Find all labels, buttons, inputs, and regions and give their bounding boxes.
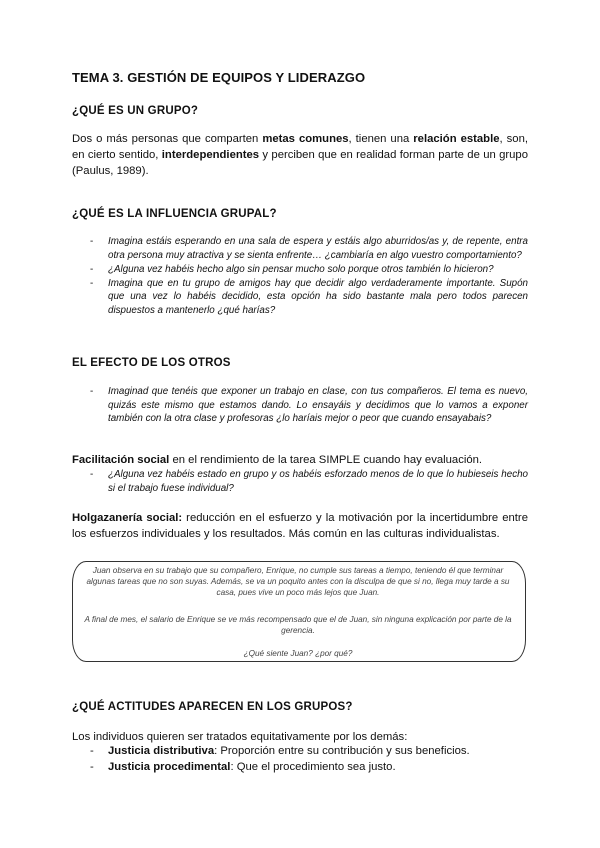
list-item-text: : Que el procedimiento sea justo. — [230, 760, 396, 773]
list-item — [90, 468, 528, 495]
heading-actitudes-grupos: ¿QUÉ ACTITUDES APARECEN EN LOS GRUPOS? — [72, 701, 353, 713]
text-run: en el rendimiento de la tarea SIMPLE cuando hay evaluación. — [169, 454, 483, 466]
text-run: , tienen una — [348, 133, 414, 145]
dash-marker: - — [90, 760, 94, 773]
facilitation-question-list — [90, 468, 528, 496]
term-metas-comunes: metas comunes — [262, 133, 349, 145]
dash-marker: - — [90, 469, 94, 480]
social-loafing-paragraph — [72, 510, 528, 542]
text-run: reducción en el esfuerzo y la motivación por la incertidumbre entre los esfuerzos individuales y los resultados. Más común en las culturas individualistas. — [72, 512, 528, 540]
group-definition-paragraph — [72, 131, 528, 179]
heading-influencia-grupal: ¿QUÉ ES LA INFLUENCIA GRUPAL? — [72, 208, 277, 220]
term-justicia-procedimental: Justicia procedimental — [108, 760, 231, 773]
text-run: Dos o más personas que comparten — [72, 133, 263, 145]
term-justicia-distributiva: Justicia distributiva — [108, 745, 215, 757]
social-facilitation-paragraph — [72, 452, 528, 468]
list-item-text: ¿Alguna vez habéis estado en grupo y os habéis esforzado menos de lo que lo hubieseis hecho si el trabajo fuese individual? — [108, 469, 528, 494]
dash-marker: - — [90, 386, 94, 397]
heading-que-es-un-grupo: ¿QUÉ ES UN GRUPO? — [72, 105, 199, 117]
list-item — [90, 385, 528, 426]
justice-list — [90, 744, 528, 775]
term-interdependientes: interdependientes — [161, 149, 260, 161]
equity-intro: Los individuos quieren ser tratados equitativamente por los demás: — [72, 731, 408, 743]
list-item — [90, 235, 528, 262]
case-question: ¿Qué siente Juan? ¿por qué? — [243, 649, 353, 658]
term-holgazaneria-social: Holgazanería social: — [72, 512, 183, 524]
list-item — [90, 263, 528, 277]
term-facilitacion-social: Facilitación social — [72, 454, 170, 466]
list-item-text: : Proporción entre su contribución y sus beneficios. — [214, 745, 470, 757]
list-item — [90, 744, 528, 759]
list-item-text: Imagina estáis esperando en una sala de espera y estáis algo aburridos/as y, de repente, entra otra persona muy atractiva y se sienta enfrente… ¿cambiaría en algo vuestro comportamiento? — [108, 236, 528, 261]
dash-marker: - — [90, 236, 94, 247]
effect-question-list — [90, 385, 528, 426]
influence-question-list — [90, 235, 528, 318]
dash-marker: - — [90, 277, 94, 289]
case-paragraph-1: Juan observa en su trabajo que su compañero, Enrique, no cumple sus tareas a tiempo, teniendo él que terminar algunas tareas que no son suyas. Además, se va un poquito antes con la disculpa de que si no, llega muy tarde a su casa, pues vive un poco más lejos que Juan. — [86, 566, 510, 597]
list-item — [90, 760, 528, 775]
list-item — [90, 277, 528, 318]
heading-efecto-de-los-otros: EL EFECTO DE LOS OTROS — [72, 357, 231, 369]
dash-marker: - — [90, 745, 94, 757]
list-item-text: ¿Alguna vez habéis hecho algo sin pensar mucho solo porque otros también lo hicieron? — [108, 263, 494, 275]
dash-marker: - — [90, 263, 94, 275]
term-relacion-estable: relación estable — [413, 133, 500, 145]
document-title: TEMA 3. GESTIÓN DE EQUIPOS Y LIDERAZGO — [72, 70, 366, 85]
list-item-text: Imaginad que tenéis que exponer un trabajo en clase, con tus compañeros. El tema es nuevo, quizás este mismo que estamos dando. Lo ensayáis y decidimos que lo vamos a exponer también con la otra clase y profesoras ¿lo haríais mejor o peor que cuando ensayabais? — [108, 386, 528, 424]
text-run: , son, en cierto sentido, — [72, 133, 528, 161]
text-run: y perciben que en realidad forman parte de un grupo (Paulus, 1989). — [72, 149, 528, 177]
list-item-text: Imagina que en tu grupo de amigos hay que decidir algo verdaderamente importante. Supón que una vez lo habéis decidido, esta opción ha sido bastante mala pero todos parecen dispuestos a mantenerlo ¿qué harías? — [108, 277, 528, 316]
case-paragraph-2: A final de mes, el salario de Enrique se ve más recompensado que el de Juan, sin ninguna explicación por parte de la gerencia. — [84, 615, 512, 635]
